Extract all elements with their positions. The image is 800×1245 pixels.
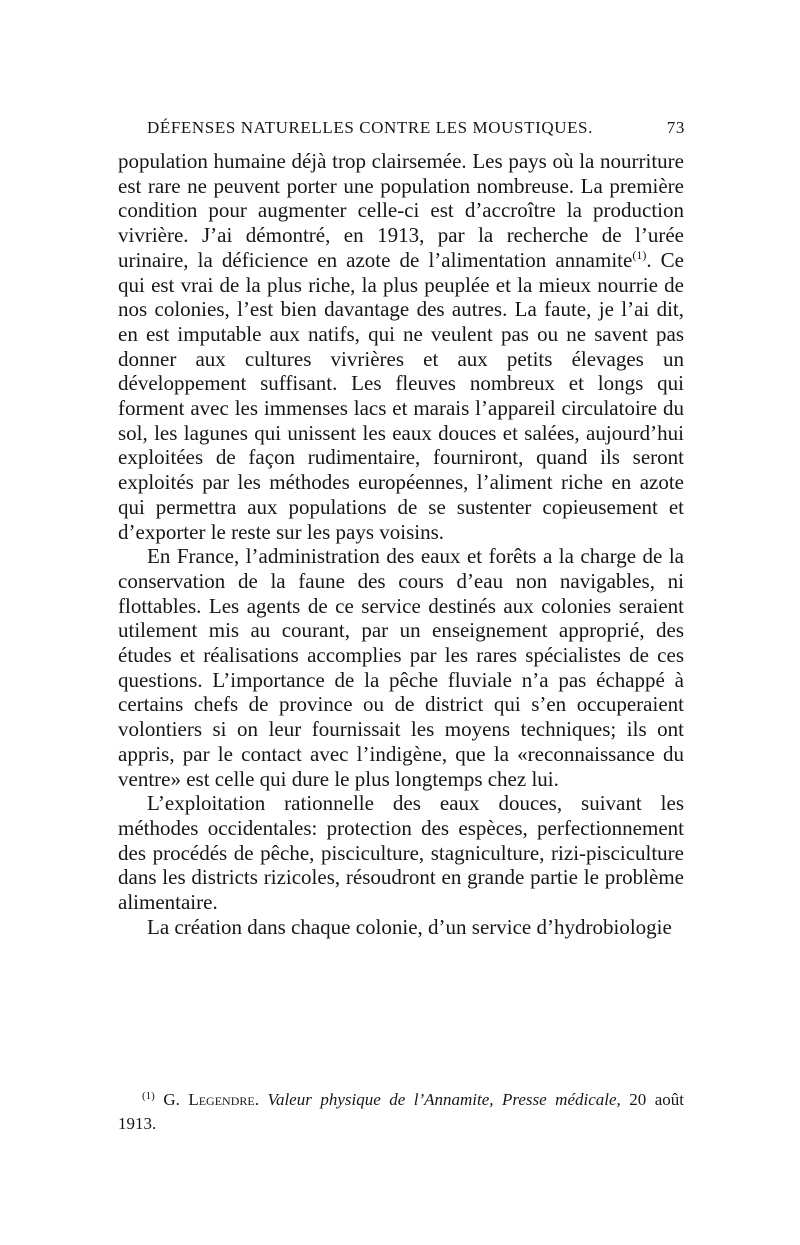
- paragraph-1: [118, 149, 684, 544]
- footnote: [118, 1088, 684, 1136]
- paragraph-1-part1: population humaine déjà trop clairsemée. Les pays où la nourriture est rare ne peuvent porter une population nombreuse. La première condition pour augmenter celle-ci est d’accroître la production vivrière. J’ai démontré, en 1913, par la recherche de l’urée urinaire, la déficience en azote de l’alimentation annamite: [118, 149, 684, 272]
- footnote-reference: (1): [632, 247, 647, 262]
- running-title: DÉFENSES NATURELLES CONTRE LES MOUSTIQUES.: [147, 118, 593, 137]
- footnote-date: 20 août 1913.: [118, 1090, 685, 1133]
- footnote-author-initial: G.: [163, 1090, 180, 1109]
- footnote-title: Valeur physique de l’Annamite, Presse médicale,: [267, 1090, 621, 1109]
- footnote-author: Legendre.: [188, 1090, 259, 1109]
- footnote-text: [118, 1088, 684, 1136]
- paragraph-1-part2: . Ce qui est vrai de la plus riche, la plus peuplée et la mieux nourrie de nos colonies, l’est bien davantage des autres. La faute, je l’ai dit, en est imputable aux natifs, qui ne veulent pas ou ne savent pas donner aux cultures vivrières et aux petits élevages un développement suffisant. Les fleuves nombreux et longs qui forment avec les immenses lacs et marais l’appareil circulatoire du sol, les lagunes qui unissent les eaux douces et salées, aujourd’hui exploitées de façon rudimentaire, fourniront, quand ils seront exploités par les méthodes européennes, l’aliment riche en azote qui permettra aux populations de se sustenter copieusement et d’exporter le reste sur les pays voisins.: [118, 247, 684, 544]
- paragraph-4: La création dans chaque colonie, d’un service d’hydrobiologie: [147, 914, 672, 939]
- footnote-marker: (1): [142, 1090, 155, 1102]
- paragraph-2: En France, l’administration des eaux et forêts a la charge de la conservation de la faune des cours d’eau non navigables, ni flottables. Les agents de ce service destinés aux colonies seraient utilement mis au courant, par un enseignement approprié, des études et réalisations accomplies par les rares spécialistes de ces questions. L’importance de la pêche fluviale n’a pas échappé à certains chefs de province ou de district qui s’en occuperaient volontiers si on leur fournissait les moyens techniques; ils ont appris, par le contact avec l’indigène, que la «reconnaissance du ventre» est celle qui dure le plus longtemps chez lui.: [118, 544, 684, 791]
- body-text: [118, 149, 684, 940]
- page-number: 73: [666, 118, 685, 137]
- paragraph-3: L’exploitation rationnelle des eaux douces, suivant les méthodes occidentales: protection des espèces, perfectionnement des procédés de pêche, pisciculture, stagniculture, rizi-pisciculture dans les districts rizicoles, résoudront en grande partie le problème alimentaire.: [118, 791, 684, 915]
